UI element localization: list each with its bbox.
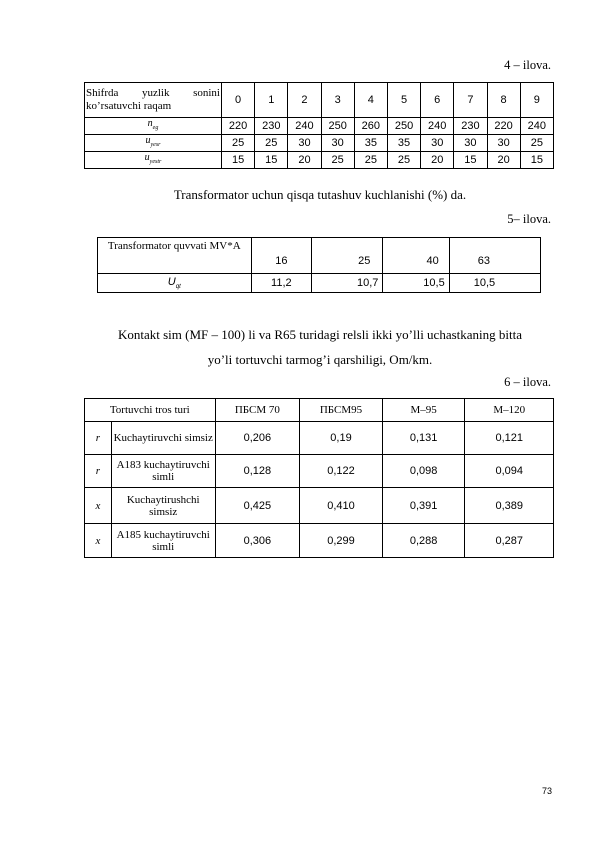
- table-cell: 0,128: [215, 455, 300, 488]
- table-cell: 0,206: [215, 422, 300, 455]
- digit-cell: 4: [354, 83, 387, 118]
- row-label: A183 kuchaytiruvchi simli: [111, 455, 215, 488]
- row-label: A185 kuchaytiruvchi simli: [111, 524, 215, 558]
- header-label: Tortuvchi tros turi: [85, 399, 216, 422]
- digit-cell: 5: [387, 83, 420, 118]
- table-row: [85, 422, 554, 455]
- resistance-table: [84, 398, 554, 558]
- table-row: [98, 274, 541, 293]
- table-cell: 0,094: [465, 455, 554, 488]
- power-cell: 63: [449, 238, 540, 274]
- table-row: [85, 118, 554, 135]
- table-cell: 0,410: [300, 488, 383, 524]
- table-cell: 10,5: [383, 274, 449, 293]
- table-cell: 11,2: [251, 274, 312, 293]
- table-cell: 0,389: [465, 488, 554, 524]
- table-caption: Transformator uchun qisqa tutashuv kuchlanishi (%) da.: [173, 187, 467, 202]
- power-cell: 16: [251, 238, 312, 274]
- table-cell: 0,306: [215, 524, 300, 558]
- table-cell: 15: [222, 152, 255, 169]
- digit-cell: 8: [487, 83, 520, 118]
- caption-line: yo’li tortuvchi tarmog’i qarshiligi, Om/km.: [207, 352, 433, 367]
- table-cell: 0,131: [382, 422, 465, 455]
- symbol-cell: x: [85, 524, 112, 558]
- table-row: [85, 455, 554, 488]
- table-cell: 250: [387, 118, 420, 135]
- column-header: М–95: [382, 399, 465, 422]
- table-cell: 35: [387, 135, 420, 152]
- table-header-row: [85, 399, 554, 422]
- appendix-4-label: 4 – ilova.: [504, 58, 551, 72]
- table-cell: 0,121: [465, 422, 554, 455]
- appendix-5-label: 5– ilova.: [507, 212, 551, 226]
- header-label: Transformator quvvati MV*A: [98, 238, 252, 274]
- table-cell: 15: [454, 152, 487, 169]
- symbol-cell: x: [85, 488, 112, 524]
- power-cell: 40: [383, 238, 449, 274]
- table-cell: 220: [487, 118, 520, 135]
- table-cell: 0,287: [465, 524, 554, 558]
- table-cell: 25: [255, 135, 288, 152]
- table-cell: 0,391: [382, 488, 465, 524]
- row-label: $u_{yestr}$: [85, 152, 222, 169]
- row-label: $n_{eg}$: [85, 118, 222, 135]
- table-cell: 25: [520, 135, 553, 152]
- table-cell: 15: [255, 152, 288, 169]
- variant-data-table: [84, 82, 554, 169]
- table-cell: 10,7: [312, 274, 383, 293]
- table-cell: 20: [288, 152, 321, 169]
- digit-cell: 1: [255, 83, 288, 118]
- digit-cell: 6: [421, 83, 454, 118]
- digit-cell: 7: [454, 83, 487, 118]
- table-cell: 30: [321, 135, 354, 152]
- caption-line: Kontakt sim (MF – 100) li va R65 turidagi relsli ikki yo’lli uchastkaning bitta: [117, 327, 523, 342]
- table-row: [85, 135, 554, 152]
- table-cell: 25: [354, 152, 387, 169]
- power-cell: 25: [312, 238, 383, 274]
- table-cell: 35: [354, 135, 387, 152]
- table-cell: 240: [288, 118, 321, 135]
- column-header: М–120: [465, 399, 554, 422]
- table-header-row: [98, 238, 541, 274]
- table-cell: 30: [288, 135, 321, 152]
- table-cell: 230: [454, 118, 487, 135]
- table-cell: 240: [520, 118, 553, 135]
- table-cell: 0,299: [300, 524, 383, 558]
- table-cell: 20: [487, 152, 520, 169]
- appendix-6-label: 6 – ilova.: [504, 375, 551, 389]
- table-row: [85, 488, 554, 524]
- table-cell: 250: [321, 118, 354, 135]
- table-cell: 230: [255, 118, 288, 135]
- column-header: ПБСМ95: [300, 399, 383, 422]
- digit-cell: 2: [288, 83, 321, 118]
- table-row: [85, 524, 554, 558]
- column-header: ПБСМ 70: [215, 399, 300, 422]
- table-cell: 0,425: [215, 488, 300, 524]
- digit-cell: 9: [520, 83, 553, 118]
- table-cell: 25: [321, 152, 354, 169]
- table-header-row: [85, 83, 554, 118]
- table-cell: 30: [421, 135, 454, 152]
- symbol-cell: r: [85, 455, 112, 488]
- table-cell: 260: [354, 118, 387, 135]
- table-caption: [0, 322, 595, 372]
- symbol-cell: r: [85, 422, 112, 455]
- transformer-voltage-table: [97, 237, 541, 293]
- table-cell: 0,098: [382, 455, 465, 488]
- row-label: Kuchaytiruvchi simsiz: [111, 422, 215, 455]
- table-cell: 220: [222, 118, 255, 135]
- table-cell: 0,288: [382, 524, 465, 558]
- page-number: 73: [541, 786, 552, 796]
- table-cell: 25: [222, 135, 255, 152]
- table-cell: 15: [520, 152, 553, 169]
- table-row: [85, 152, 554, 169]
- table-cell: 25: [387, 152, 420, 169]
- table-cell: 0,122: [300, 455, 383, 488]
- table-cell: 10,5: [449, 274, 540, 293]
- table-cell: 30: [487, 135, 520, 152]
- digit-cell: 0: [222, 83, 255, 118]
- digit-cell: 3: [321, 83, 354, 118]
- row-label: $u_{yesr}$: [85, 135, 222, 152]
- table-cell: 240: [421, 118, 454, 135]
- table-cell: 20: [421, 152, 454, 169]
- row-label: Kuchaytirushchi simsiz: [111, 488, 215, 524]
- table-cell: 0,19: [300, 422, 383, 455]
- row-label: $U_{qt}$: [98, 274, 252, 293]
- table-cell: 30: [454, 135, 487, 152]
- header-label: Shifrda yuzlik sonini ko’rsatuvchi raqam: [85, 83, 222, 118]
